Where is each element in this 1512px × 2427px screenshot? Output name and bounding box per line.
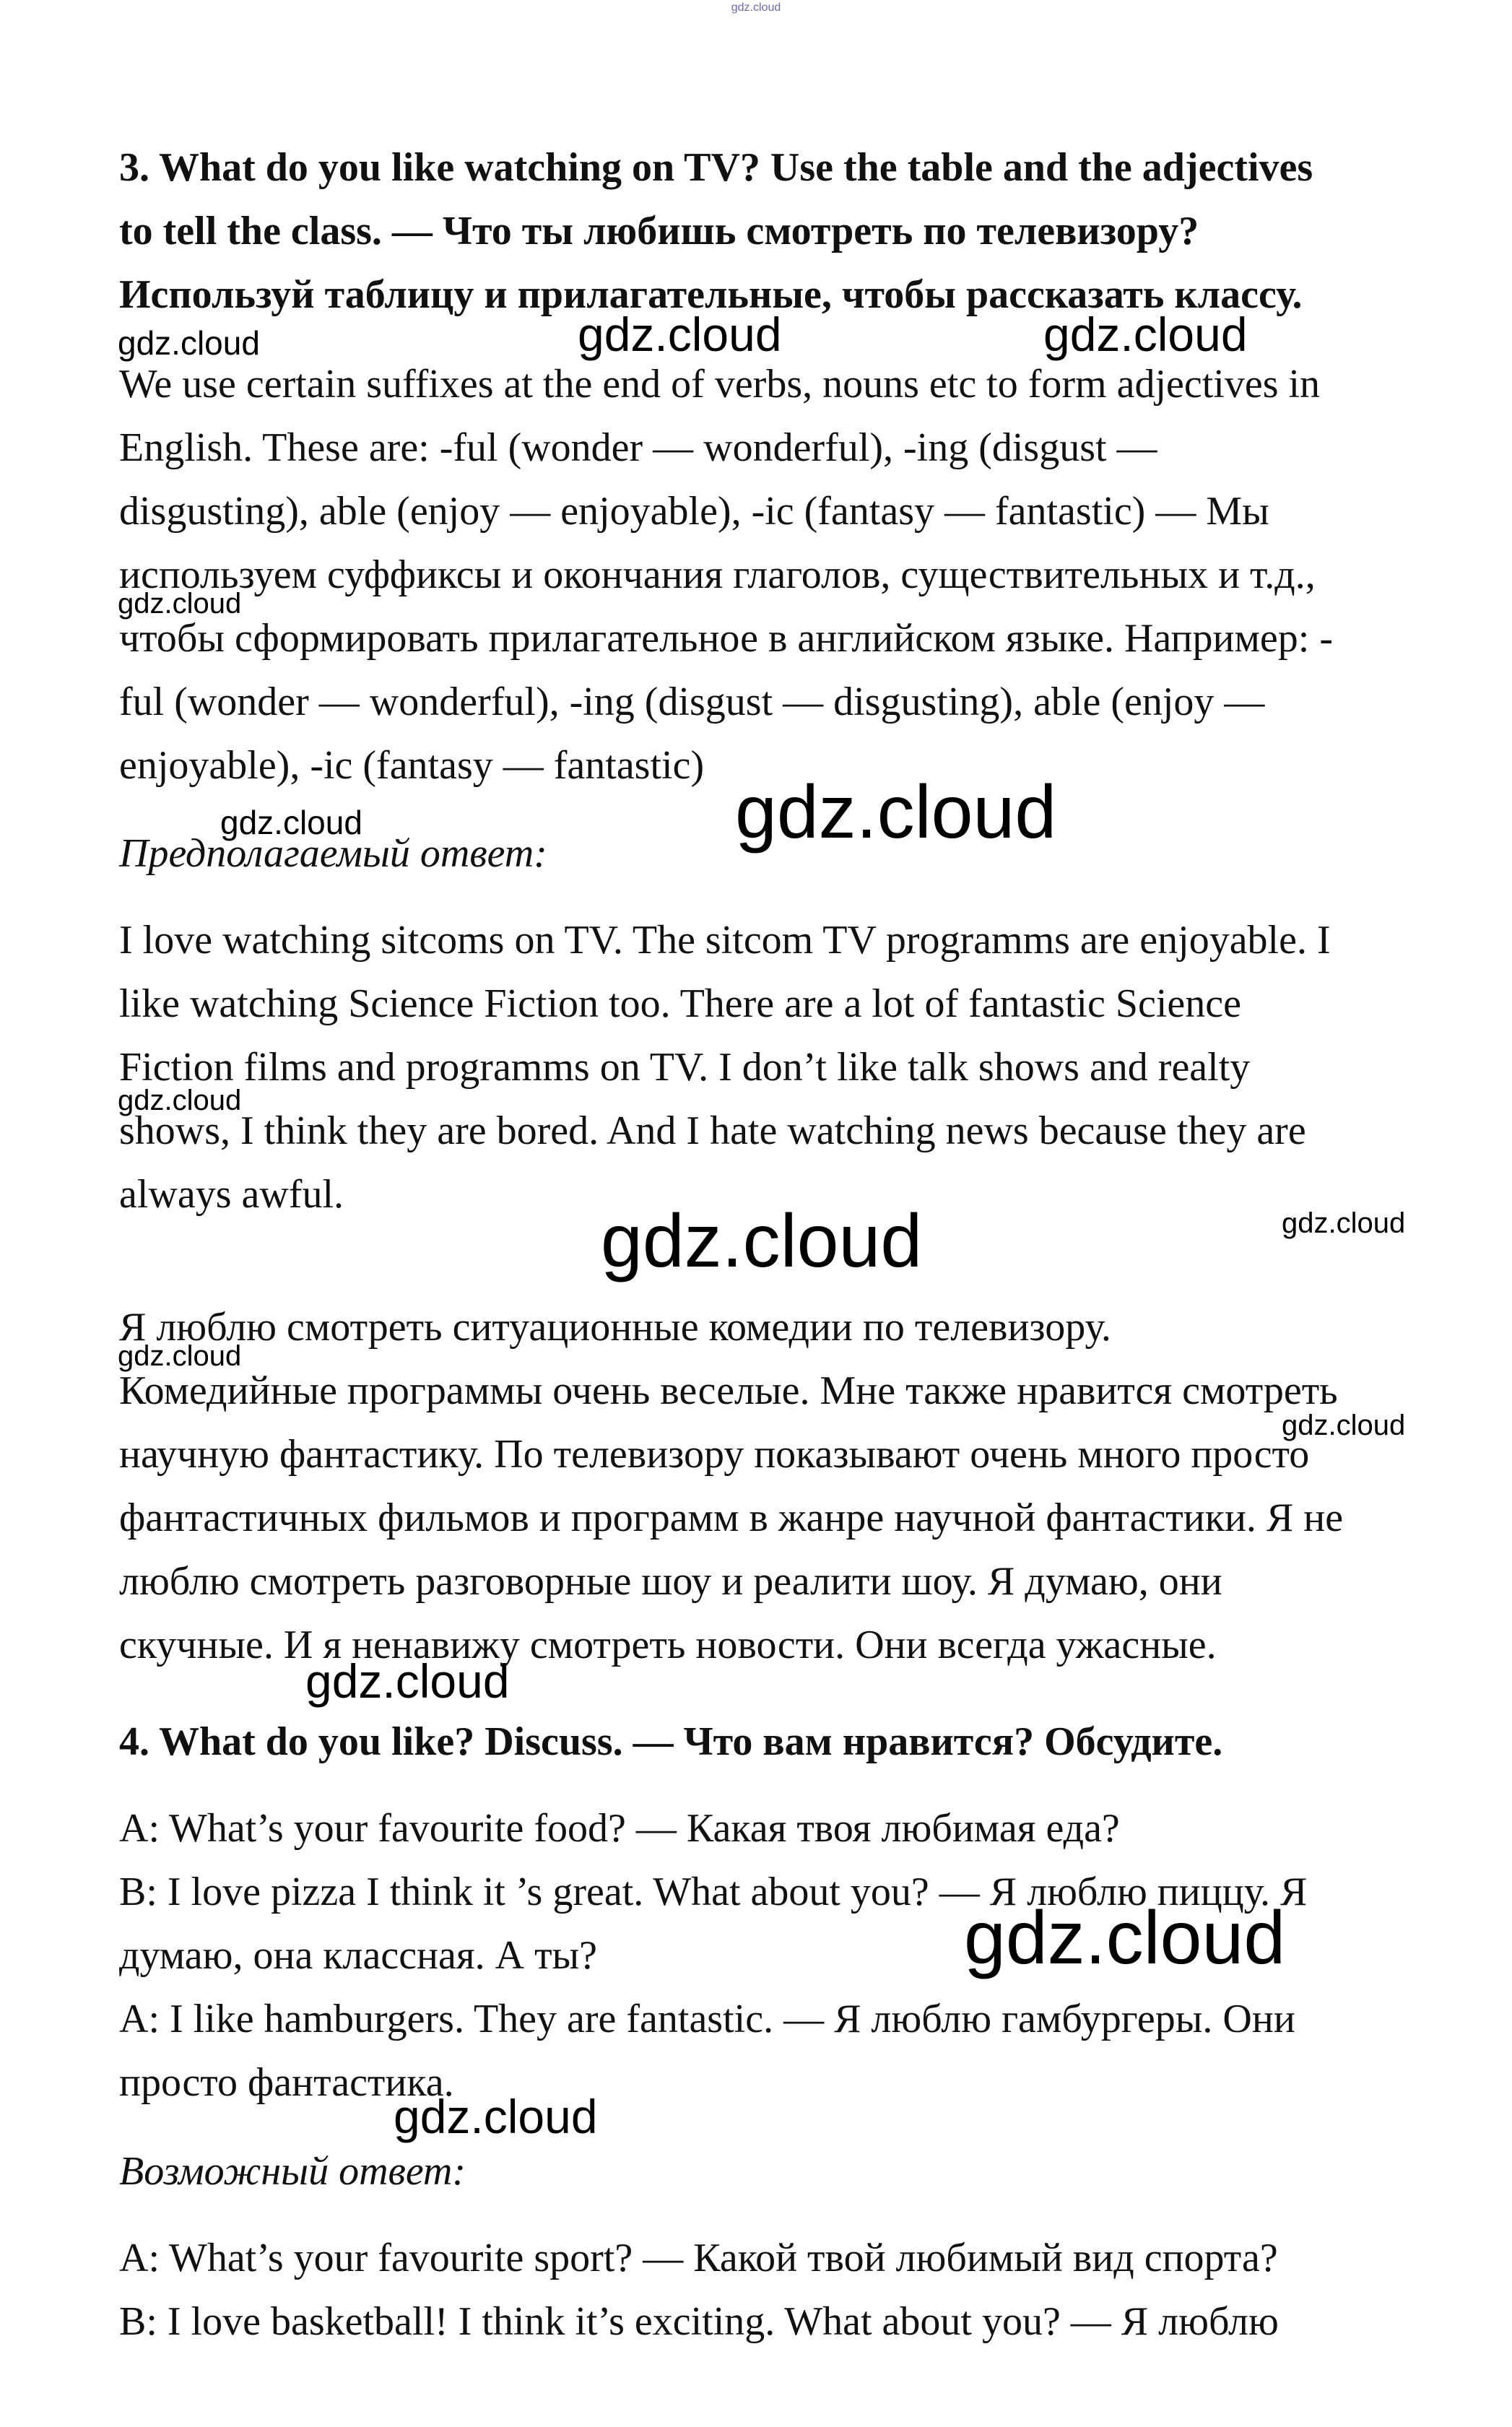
exercise-3-heading-line-1: 3. What do you like watching on TV? Use the table and the adjectives bbox=[119, 145, 1313, 190]
translation-line: скучные. И я ненавижу смотреть новости. Они всегда ужасные. bbox=[119, 1623, 1217, 1667]
paragraph-line: English. These are: -ful (wonder — wonderful), -ing (disgust — bbox=[119, 425, 1157, 470]
watermark: gdz.cloud bbox=[1282, 1410, 1406, 1441]
paragraph-line: используем суффиксы и окончания глаголов, существительных и т.д., bbox=[119, 552, 1316, 597]
exercise-4-heading: 4. What do you like? Discuss. — Что вам нравится? Обсудите. bbox=[119, 1719, 1223, 1764]
dialogue-line: B: I love basketball! I think it’s exciting. What about you? — Я люблю bbox=[119, 2299, 1279, 2344]
watermark: gdz.cloud bbox=[578, 308, 782, 361]
watermark: gdz.cloud bbox=[118, 324, 260, 362]
watermark: gdz.cloud bbox=[118, 588, 242, 620]
answer-line: always awful. bbox=[119, 1172, 344, 1217]
suggested-answer-label: Предполагаемый ответ: bbox=[119, 831, 547, 876]
answer-line: I love watching sitcoms on TV. The sitcom TV programms are enjoyable. I bbox=[119, 918, 1331, 963]
paragraph-line: disgusting), able (enjoy — enjoyable), -ic (fantasy — fantastic) — Мы bbox=[119, 489, 1269, 534]
paragraph-line: чтобы сформировать прилагательное в английском языке. Например: - bbox=[119, 616, 1333, 661]
dialogue-line: думаю, она классная. А ты? bbox=[119, 1933, 598, 1978]
watermark: gdz.cloud bbox=[735, 770, 1057, 854]
answer-line: Fiction films and programms on TV. I don’t like talk shows and realty bbox=[119, 1045, 1251, 1090]
watermark: gdz.cloud bbox=[1043, 308, 1248, 361]
translation-line: научную фантастику. По телевизору показывают очень много просто bbox=[119, 1432, 1310, 1477]
dialogue-line: просто фантастика. bbox=[119, 2060, 454, 2105]
watermark: gdz.cloud bbox=[305, 1654, 510, 1708]
translation-line: фантастичных фильмов и программ в жанре научной фантастики. Я не bbox=[119, 1495, 1344, 1540]
dialogue-line: A: What’s your favourite sport? — Какой твой любимый вид спорта? bbox=[119, 2236, 1278, 2280]
dialogue-line: A: What’s your favourite food? — Какая твоя любимая еда? bbox=[119, 1806, 1120, 1851]
paragraph-line: enjoyable), -ic (fantasy — fantastic) bbox=[119, 743, 705, 788]
exercise-3-heading-line-2: to tell the class. — Что ты любишь смотреть по телевизору? bbox=[119, 209, 1199, 253]
watermark: gdz.cloud bbox=[220, 804, 362, 841]
watermark: gdz.cloud bbox=[118, 1085, 242, 1116]
watermark: gdz.cloud bbox=[1282, 1207, 1406, 1239]
watermark: gdz.cloud bbox=[118, 1340, 242, 1372]
top-watermark: gdz.cloud bbox=[731, 1, 781, 14]
watermark: gdz.cloud bbox=[394, 2090, 598, 2143]
translation-line: Комедийные программы очень веселые. Мне также нравится смотреть bbox=[119, 1368, 1338, 1413]
possible-answer-label: Возможный ответ: bbox=[119, 2149, 466, 2194]
dialogue-line: A: I like hamburgers. They are fantastic. — Я люблю гамбургеры. Они bbox=[119, 1997, 1295, 2041]
watermark: gdz.cloud bbox=[601, 1199, 923, 1283]
translation-line: Я люблю смотреть ситуационные комедии по телевизору. bbox=[119, 1305, 1111, 1350]
paragraph-line: We use certain suffixes at the end of verbs, nouns etc to form adjectives in bbox=[119, 362, 1321, 407]
watermark: gdz.cloud bbox=[964, 1896, 1286, 1980]
paragraph-line: ful (wonder — wonderful), -ing (disgust — disgusting), able (enjoy — bbox=[119, 680, 1265, 724]
translation-line: люблю смотреть разговорные шоу и реалити шоу. Я думаю, они bbox=[119, 1559, 1222, 1604]
answer-line: shows, I think they are bored. And I hate watching news because they are bbox=[119, 1108, 1306, 1153]
answer-line: like watching Science Fiction too. There are a lot of fantastic Science bbox=[119, 981, 1241, 1026]
exercise-3-heading-line-3: Используй таблицу и прилагательные, чтобы рассказать классу. bbox=[119, 272, 1303, 317]
dialogue-line: B: I love pizza I think it ’s great. What about you? — Я люблю пиццу. Я bbox=[119, 1870, 1308, 1914]
